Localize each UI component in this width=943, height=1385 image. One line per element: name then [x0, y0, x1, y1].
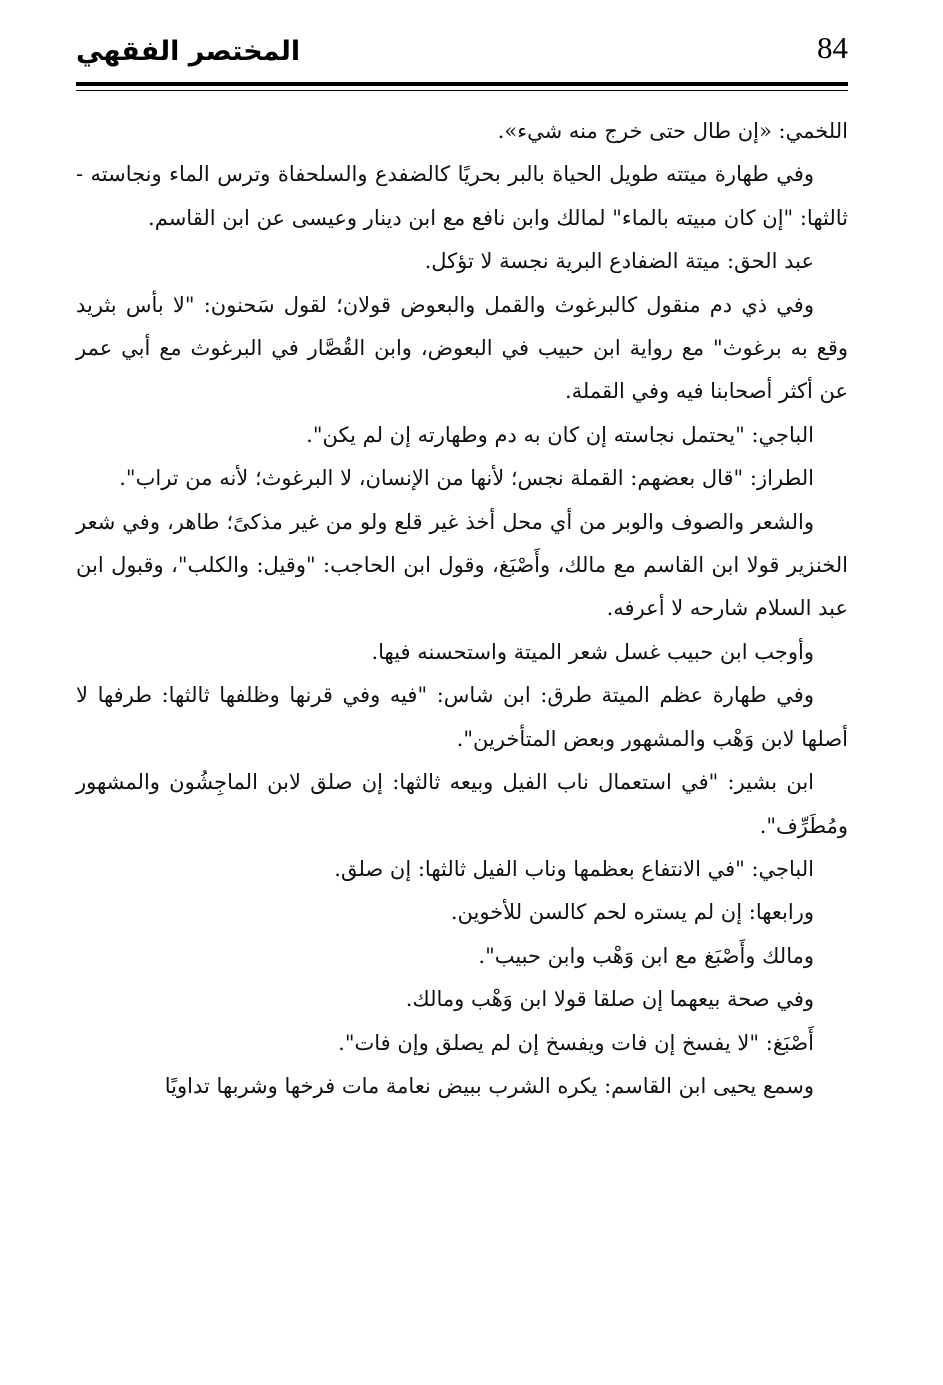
paragraph: والشعر والصوف والوبر من أي محل أخذ غير قلع ولو من غير مذكىً؛ طاهر، وفي شعر الخنزير قولا ابن القاسم مع مالك، وأَصْبَغ، وقول ابن الحاجب: "وقيل: والكلب"، وقبول ابن عبد السلام شارحه لا أعرفه. [76, 509, 848, 621]
paragraph: اللخمي: «إن طال حتى خرج منه شيء». [497, 119, 848, 143]
paragraph: عبد الحق: ميتة الضفادع البرية نجسة لا تؤكل. [424, 249, 814, 274]
running-header [76, 22, 848, 80]
paragraph: الباجي: "في الانتفاع بعظمها وناب الفيل ثالثها: إن صلق. [334, 856, 814, 881]
paragraph: وسمع يحيى ابن القاسم: يكره الشرب ببيض نعامة مات فرخها وشربها تداويًا [164, 1073, 814, 1098]
paragraph: وفي ذي دم منقول كالبرغوث والقمل والبعوض قولان؛ لقول سَحنون: "لا بأس بثريد وقع به برغوث" مع رواية ابن حبيب في البعوض، وابن القُصَّار في البرغوث مع أبي عمر عن أكثر أصحابنا فيه وفي القملة. [76, 292, 848, 404]
header-rule-thin [76, 90, 848, 91]
paragraph: وفي طهارة عظم الميتة طرق: ابن شاس: "فيه وفي قرنها وظلفها ثالثها: طرفها لا أصلها لابن وَهْب والمشهور وبعض المتأخرين". [76, 683, 848, 751]
paragraph: ابن بشير: "في استعمال ناب الفيل وبيعه ثالثها: إن صلق لابن الماجِشُون والمشهور ومُطَرِّف". [76, 770, 848, 838]
paragraph: الطراز: "قال بعضهم: القملة نجس؛ لأنها من الإنسان، لا البرغوث؛ لأنه من تراب". [119, 466, 814, 491]
book-title: المختصر الفقهي [76, 36, 301, 67]
paragraph: ومالك وأَصْبَغ مع ابن وَهْب وابن حبيب". [478, 943, 814, 968]
paragraph: وأوجب ابن حبيب غسل شعر الميتة واستحسنه فيها. [371, 639, 814, 664]
main-text [76, 110, 848, 1108]
paragraph: أَصْبَغ: "لا يفسخ إن فات ويفسخ إن لم يصلق وإن فات". [338, 1030, 814, 1055]
page-number: 84 [817, 30, 848, 65]
paragraph: وفي طهارة ميتته طويل الحياة بالبر بحريًا كالضفدع والسلحفاة وترس الماء ونجاسته - ثالثها: "إن كان مبيته بالماء" لمالك وابن نافع مع ابن دينار وعيسى عن ابن القاسم. [76, 162, 848, 230]
paragraph: وفي صحة بيعهما إن صلقا قولا ابن وَهْب ومالك. [405, 987, 814, 1012]
paragraph: الباجي: "يحتمل نجاسته إن كان به دم وطهارته إن لم يكن". [306, 422, 814, 447]
paragraph: ورابعها: إن لم يستره لحم كالسن للأخوين. [450, 900, 814, 925]
header-rule-thick [76, 82, 848, 86]
